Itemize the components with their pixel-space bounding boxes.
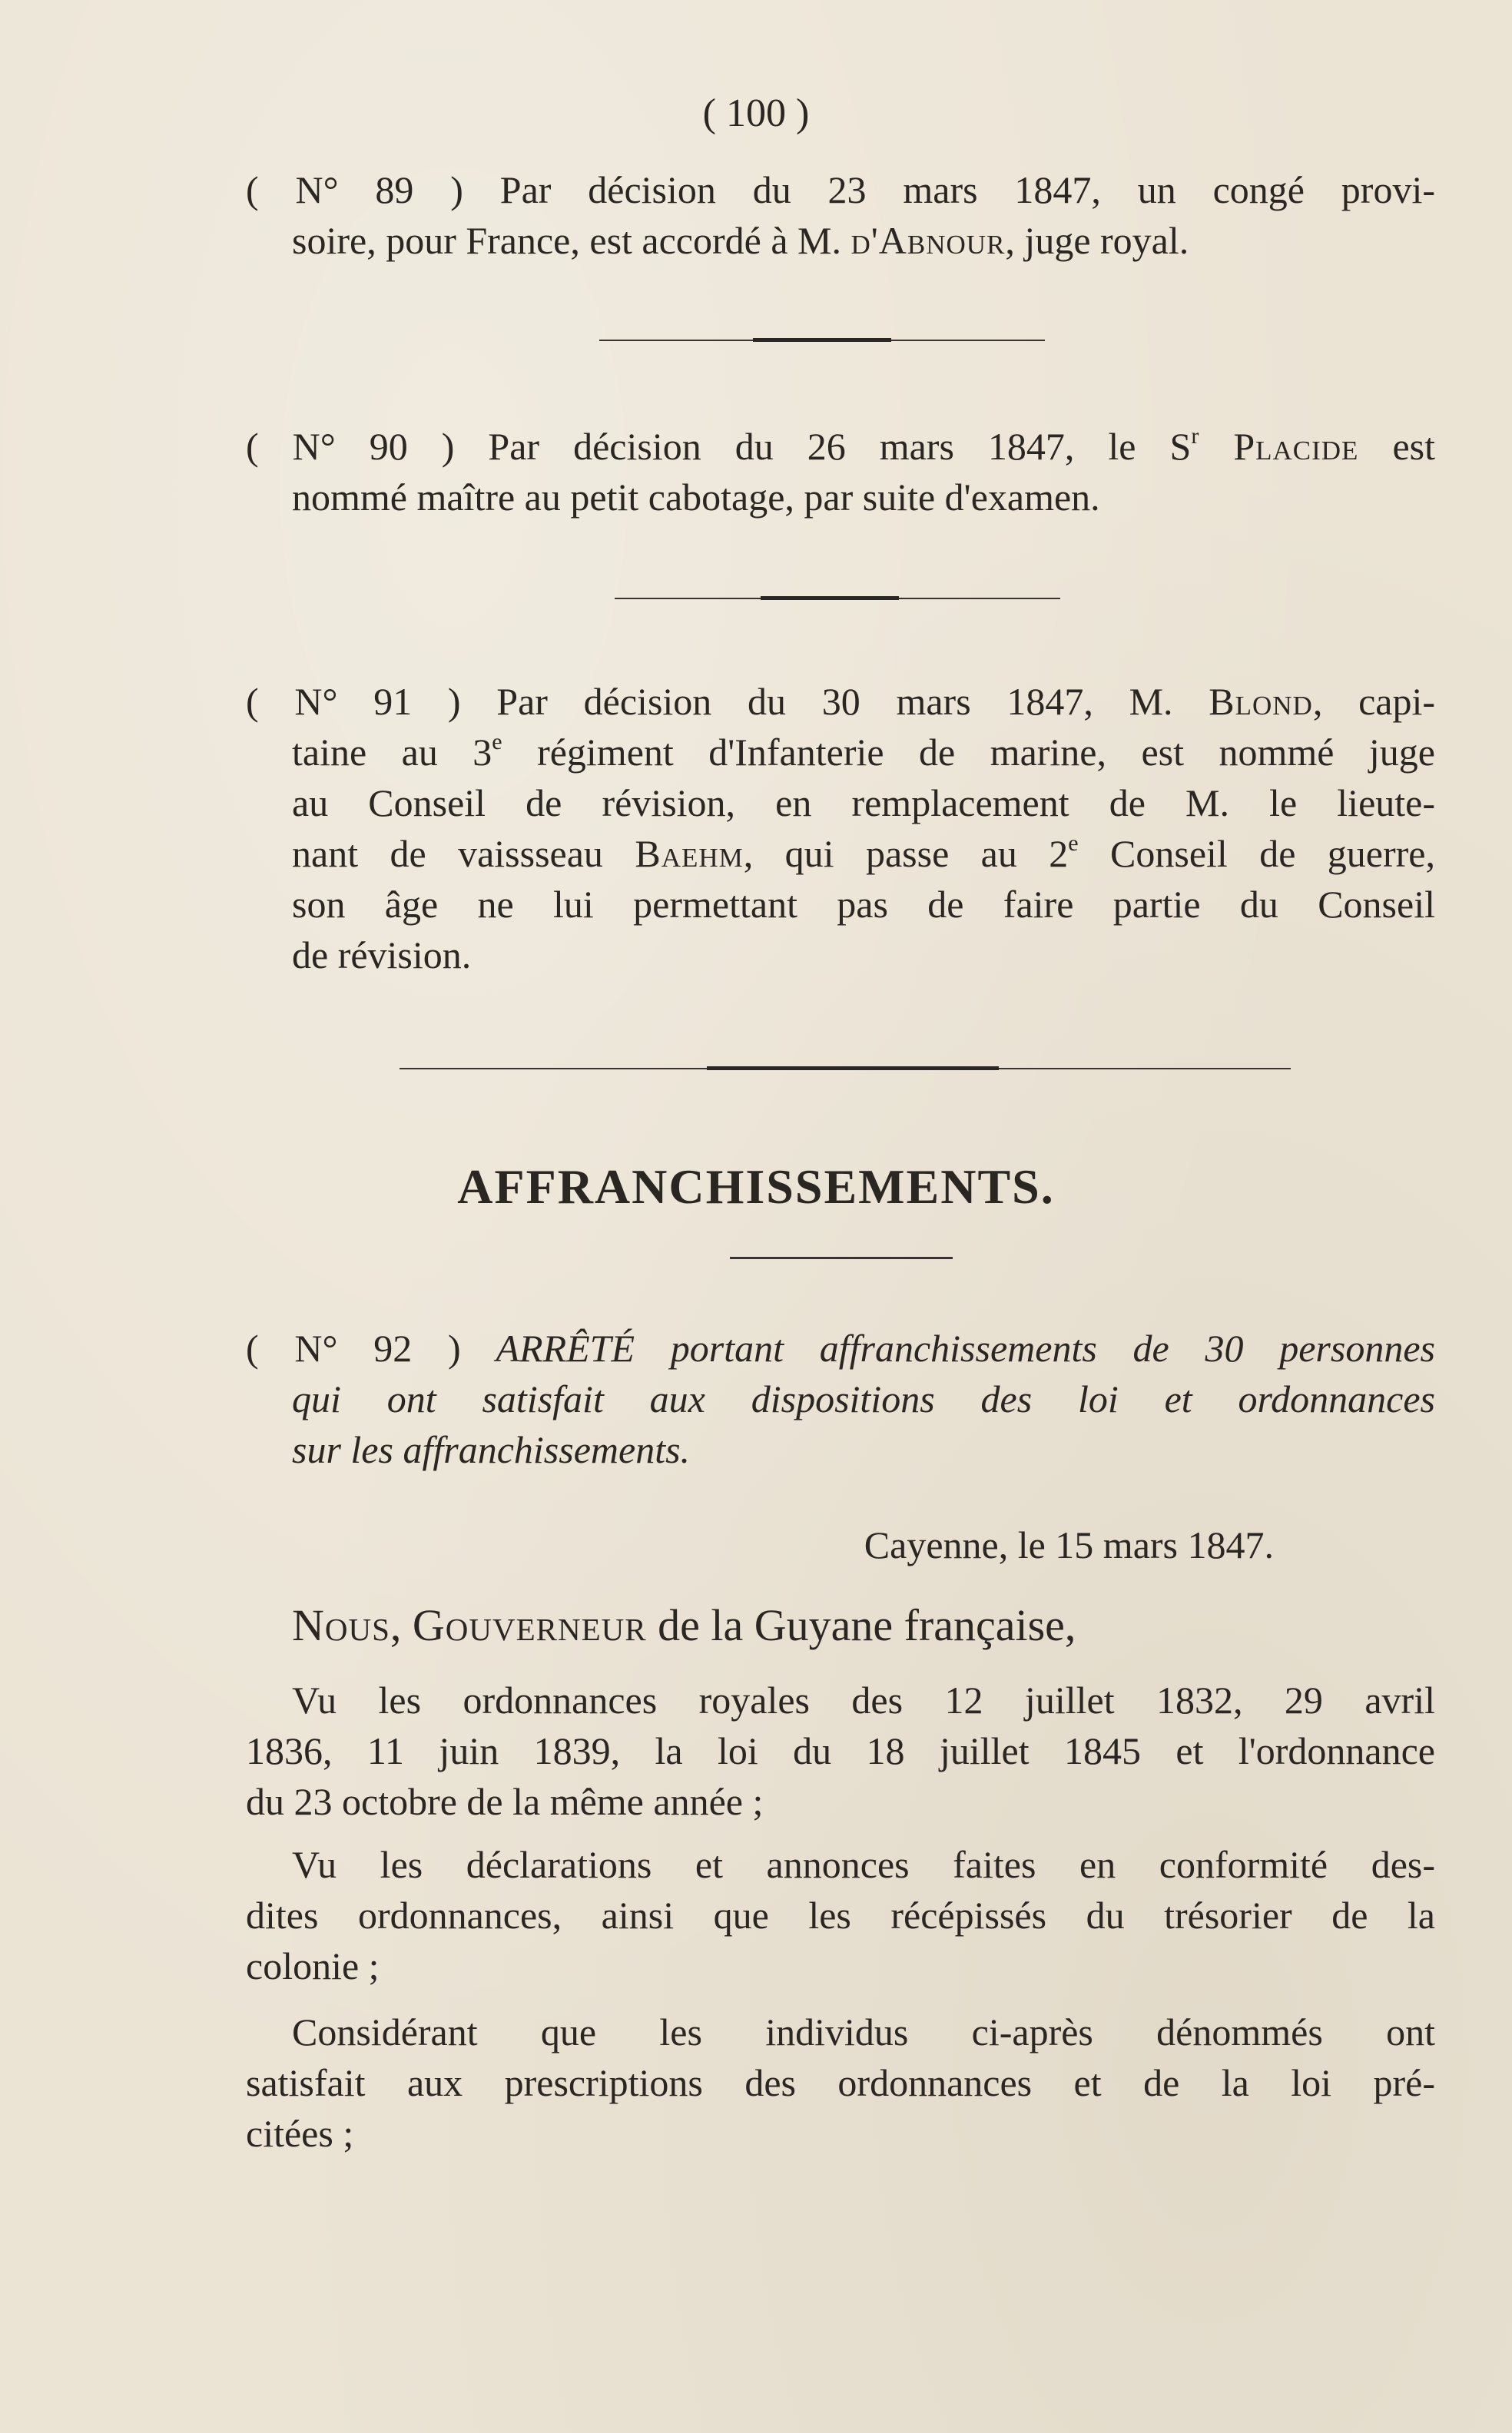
- entry-90: [246, 421, 1435, 522]
- entry-91-line1: [246, 676, 1435, 727]
- entry-91-sup1: e: [492, 729, 502, 755]
- entry-91: [246, 676, 1435, 980]
- entry-92-title2: qui ont satisfait aux dispositions des loi et ordonnances: [292, 1377, 1435, 1420]
- entry-91-text4a: nant de vaissseau: [292, 832, 635, 875]
- entry-89-text2b: , juge royal.: [1005, 219, 1189, 262]
- para2-line1: Vu les déclarations et annonces faites en conformité des-: [292, 1843, 1435, 1886]
- entry-90-sup: r: [1191, 423, 1199, 449]
- para1-line3: du 23 octobre de la même année ;: [246, 1780, 764, 1823]
- entry-91-text4b: , qui passe au 2: [743, 832, 1069, 875]
- entry-90-line1: [246, 421, 1435, 472]
- entry-92-title3: sur les affranchissements.: [292, 1428, 691, 1471]
- entry-89-name: d'Abnour: [850, 219, 1006, 262]
- entry-89: [246, 164, 1435, 266]
- title-underline: [730, 1257, 953, 1259]
- entry-91-sup2: e: [1068, 830, 1079, 857]
- para3-line1: Considérant que les individus ci-après dénommés ont: [292, 2010, 1435, 2053]
- entry-91-name2: Baehm: [635, 832, 744, 875]
- para3-line3: citées ;: [246, 2112, 354, 2155]
- entry-91-text4c: Conseil de guerre,: [1078, 832, 1435, 875]
- entry-91-text1b: , capi-: [1312, 680, 1435, 723]
- paragraph-vu-ordonnances: [246, 1675, 1435, 1827]
- entry-91-text1a: Par décision du 30 mars 1847, M.: [460, 680, 1209, 723]
- entry-91-text2a: taine au 3: [292, 731, 492, 774]
- entry-92-title1: ARRÊTÉ portant affranchissements de 30 personnes: [460, 1327, 1435, 1370]
- entry-90-name: Placide: [1199, 425, 1359, 468]
- entry-92-number: ( N° 92 ): [246, 1327, 461, 1370]
- entry-91-line5: son âge ne lui permettant pas de faire partie du Conseil: [292, 883, 1435, 926]
- section-title: AFFRANCHISSEMENTS.: [457, 1159, 1055, 1214]
- entry-91-name: Blond: [1209, 680, 1313, 723]
- entry-91-line3: au Conseil de révision, en remplacement de M. le lieute-: [292, 781, 1435, 824]
- entry-90-line2: nommé maître au petit cabotage, par suite d'examen.: [292, 476, 1100, 519]
- entry-89-text1: Par décision du 23 mars 1847, un congé provi-: [463, 168, 1436, 211]
- entry-89-line2: [246, 215, 1481, 266]
- paragraph-vu-declarations: [246, 1839, 1435, 1991]
- preamble: [246, 1598, 1435, 1653]
- separator-rule: [615, 598, 1060, 599]
- para1-line1: Vu les ordonnances royales des 12 juillet 1832, 29 avril: [292, 1679, 1435, 1722]
- entry-91-line4: [246, 828, 1435, 879]
- preamble-gouverneur: Gouverneur: [412, 1600, 647, 1650]
- preamble-sep: ,: [390, 1600, 413, 1650]
- entry-89-number: ( N° 89 ): [246, 168, 463, 211]
- preamble-rest: de la Guyane française,: [646, 1600, 1076, 1650]
- entry-91-line6: de révision.: [292, 933, 472, 976]
- entry-90-text1b: est: [1358, 425, 1435, 468]
- entry-90-number: ( N° 90 ): [246, 425, 455, 468]
- entry-89-text2a: soire, pour France, est accordé à M.: [292, 219, 851, 262]
- section-rule: [400, 1068, 1291, 1069]
- para3-line2: satisfait aux prescriptions des ordonnances et de la loi pré-: [246, 2061, 1435, 2104]
- para2-line2: dites ordonnances, ainsi que les récépissés du trésorier de la: [246, 1894, 1435, 1937]
- entry-92: [246, 1323, 1435, 1475]
- separator-rule: [599, 340, 1045, 341]
- paragraph-considerant: [246, 2007, 1435, 2159]
- entry-91-text2b: régiment d'Infanterie de marine, est nommé juge: [502, 731, 1435, 774]
- entry-91-line2: [246, 727, 1435, 777]
- para1-line2: 1836, 11 juin 1839, la loi du 18 juillet 1845 et l'ordonnance: [246, 1729, 1435, 1772]
- entry-92-line1: [246, 1323, 1435, 1374]
- entry-89-line1: [246, 164, 1435, 215]
- entry-91-number: ( N° 91 ): [246, 680, 461, 723]
- preamble-nous: Nous: [292, 1600, 390, 1650]
- para2-line3: colonie ;: [246, 1944, 380, 1987]
- dateline: Cayenne, le 15 mars 1847.: [864, 1523, 1274, 1566]
- entry-90-text1a: Par décision du 26 mars 1847, le S: [454, 425, 1192, 468]
- page-number: ( 100 ): [702, 91, 810, 135]
